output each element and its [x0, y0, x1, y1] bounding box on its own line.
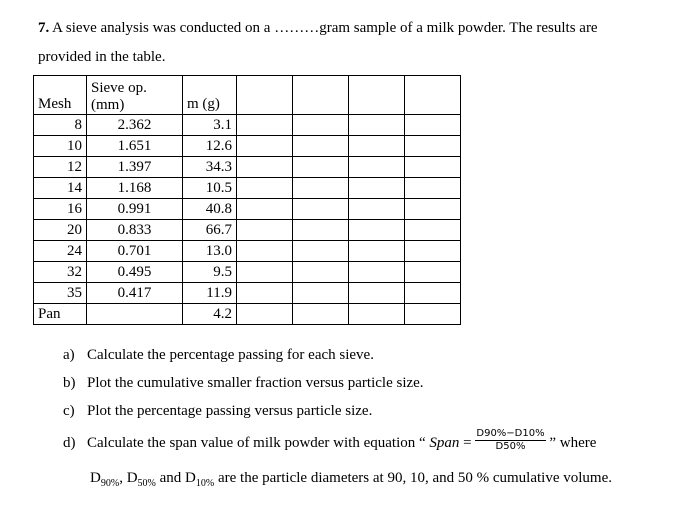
cell-blank — [349, 178, 405, 199]
cell-blank — [237, 178, 293, 199]
cell-mesh: 12 — [34, 157, 87, 178]
cell-mass: 34.3 — [183, 157, 237, 178]
question-text: Calculate the percentage passing for each sieve. — [87, 347, 374, 363]
cell-blank — [293, 262, 349, 283]
cell-blank — [349, 220, 405, 241]
cell-sieve-opening: 0.833 — [87, 220, 183, 241]
cell-mass: 9.5 — [183, 262, 237, 283]
table-row — [34, 283, 461, 304]
cell-blank — [293, 220, 349, 241]
cell-mass: 40.8 — [183, 199, 237, 220]
question-label: b) — [63, 375, 76, 391]
cell-mass: 12.6 — [183, 136, 237, 157]
cell-blank — [349, 199, 405, 220]
question-text-after: ” where — [545, 435, 597, 451]
cell-blank — [349, 115, 405, 136]
table-row — [34, 262, 461, 283]
cell-blank — [293, 178, 349, 199]
cell-mesh: 10 — [34, 136, 87, 157]
cell-blank — [349, 304, 405, 325]
problem-number: 7. — [38, 20, 50, 36]
table-row — [34, 136, 461, 157]
cell-sieve-opening: 0.495 — [87, 262, 183, 283]
cell-mesh: 14 — [34, 178, 87, 199]
equation-equals: = — [459, 435, 476, 451]
question-text: Plot the percentage passing versus particle size. — [87, 403, 373, 419]
cell-mesh: 16 — [34, 199, 87, 220]
cell-mass: 4.2 — [183, 304, 237, 325]
cell-blank — [405, 304, 461, 325]
cell-blank — [405, 220, 461, 241]
footer-rest: are the particle diameters at 90, 10, and 50 % cumulative volume. — [214, 470, 612, 486]
cell-mass: 3.1 — [183, 115, 237, 136]
definition-footer — [90, 468, 612, 494]
question-c — [63, 401, 372, 421]
cell-mesh: 20 — [34, 220, 87, 241]
header-blank — [293, 76, 349, 115]
cell-blank — [405, 283, 461, 304]
cell-sieve-opening: 1.651 — [87, 136, 183, 157]
cell-blank — [237, 199, 293, 220]
cell-mass: 11.9 — [183, 283, 237, 304]
header-mass: m (g) — [183, 76, 237, 115]
equation-lhs: Span — [429, 435, 460, 451]
header-sieve-opening — [87, 76, 183, 115]
cell-mesh: 24 — [34, 241, 87, 262]
problem-text-line1: A sieve analysis was conducted on a ………gram sample of a milk powder. The results are — [49, 20, 598, 36]
cell-blank — [237, 283, 293, 304]
cell-blank — [293, 115, 349, 136]
header-sieve-op-unit: (mm) — [91, 97, 125, 113]
question-text: Plot the cumulative smaller fraction versus particle size. — [87, 375, 424, 391]
cell-blank — [405, 199, 461, 220]
cell-blank — [405, 178, 461, 199]
question-label: a) — [63, 347, 75, 363]
footer-d90-sub: 90% — [100, 478, 120, 489]
table-row — [34, 115, 461, 136]
footer-sep: , D — [119, 470, 138, 486]
cell-mesh: Pan — [34, 304, 87, 325]
cell-sieve-opening: 0.701 — [87, 241, 183, 262]
cell-blank — [237, 115, 293, 136]
cell-blank — [349, 241, 405, 262]
cell-blank — [293, 157, 349, 178]
table-row — [34, 241, 461, 262]
problem-statement — [38, 18, 678, 38]
cell-blank — [237, 304, 293, 325]
cell-blank — [237, 157, 293, 178]
cell-blank — [237, 136, 293, 157]
header-blank — [405, 76, 461, 115]
cell-mesh: 8 — [34, 115, 87, 136]
question-b — [63, 373, 424, 393]
question-d — [63, 428, 653, 453]
cell-sieve-opening: 1.168 — [87, 178, 183, 199]
cell-sieve-opening: 1.397 — [87, 157, 183, 178]
footer-d10-sub: 10% — [195, 478, 215, 489]
cell-blank — [237, 241, 293, 262]
cell-mass: 10.5 — [183, 178, 237, 199]
cell-blank — [293, 241, 349, 262]
cell-blank — [405, 241, 461, 262]
question-label: c) — [63, 403, 75, 419]
cell-mass: 66.7 — [183, 220, 237, 241]
cell-blank — [293, 283, 349, 304]
cell-blank — [237, 262, 293, 283]
cell-blank — [349, 283, 405, 304]
table-row — [34, 178, 461, 199]
table-header-row — [34, 76, 461, 115]
cell-blank — [293, 304, 349, 325]
footer-sep: and D — [155, 470, 196, 486]
fraction-denominator: D50% — [495, 441, 526, 453]
cell-blank — [405, 262, 461, 283]
table-row — [34, 199, 461, 220]
footer-d50-sub: 50% — [137, 478, 156, 489]
cell-sieve-opening — [87, 304, 183, 325]
sieve-table — [33, 75, 461, 325]
cell-mass: 13.0 — [183, 241, 237, 262]
question-label: d) — [63, 435, 76, 451]
question-text: Calculate the span value of milk powder with equation “ — [87, 435, 430, 451]
header-blank — [237, 76, 293, 115]
header-mesh: Mesh — [34, 76, 87, 115]
cell-blank — [405, 157, 461, 178]
table-row — [34, 304, 461, 325]
cell-blank — [349, 157, 405, 178]
span-fraction — [475, 428, 545, 453]
table-row — [34, 220, 461, 241]
problem-statement-line2: provided in the table. — [38, 49, 166, 65]
cell-blank — [349, 136, 405, 157]
cell-blank — [293, 199, 349, 220]
cell-mesh: 32 — [34, 262, 87, 283]
header-blank — [349, 76, 405, 115]
cell-sieve-opening: 0.991 — [87, 199, 183, 220]
cell-blank — [405, 115, 461, 136]
cell-sieve-opening: 2.362 — [87, 115, 183, 136]
cell-mesh: 35 — [34, 283, 87, 304]
header-sieve-op-label: Sieve op. — [91, 80, 147, 96]
fraction-numerator: D90%−D10% — [476, 428, 545, 440]
footer-d: D — [90, 470, 101, 486]
cell-sieve-opening: 0.417 — [87, 283, 183, 304]
cell-blank — [405, 136, 461, 157]
cell-blank — [293, 136, 349, 157]
question-a — [63, 345, 374, 365]
cell-blank — [237, 220, 293, 241]
table-row — [34, 157, 461, 178]
cell-blank — [349, 262, 405, 283]
